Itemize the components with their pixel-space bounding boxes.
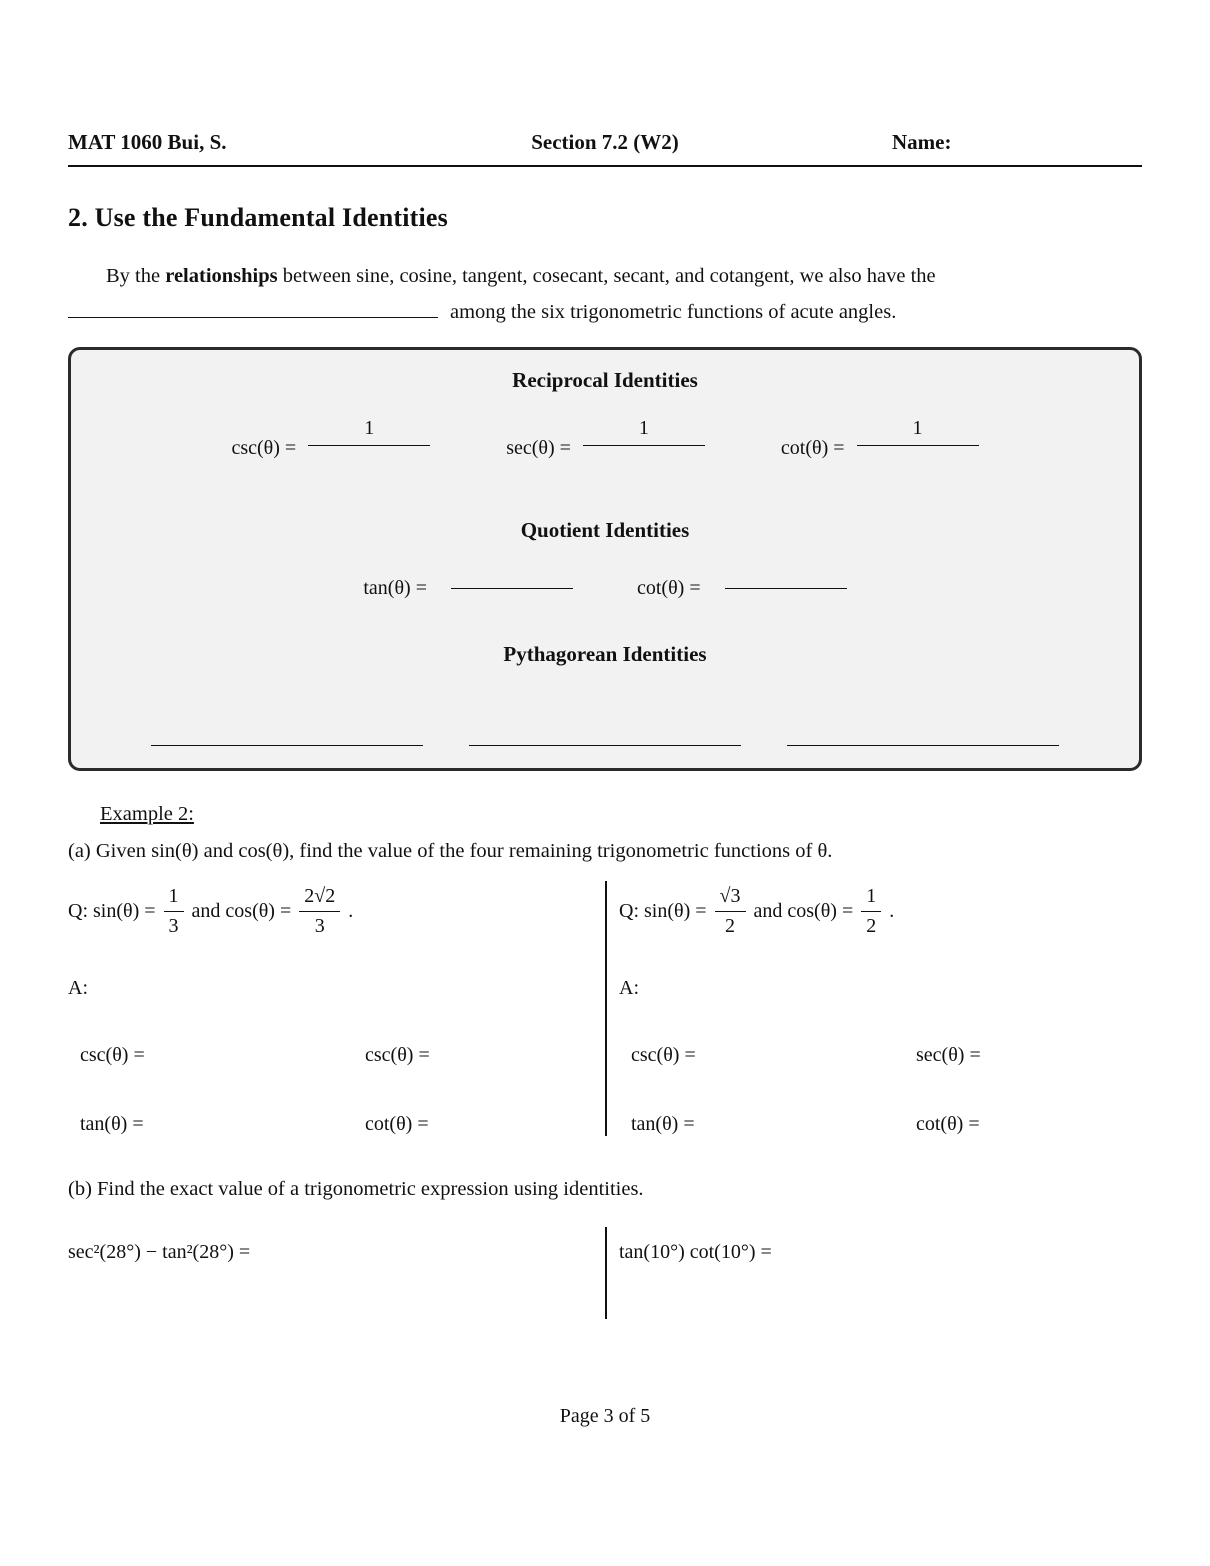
reciprocal-identity-sec — [506, 417, 705, 480]
fill-in-blank — [68, 296, 438, 318]
fraction-numerator: 1 — [164, 884, 184, 912]
answer-cell: csc(θ) = — [631, 1043, 696, 1066]
intro-line2-text: among the six trigonometric functions of acute angles. — [450, 300, 897, 323]
fraction-denominator: 2 — [866, 915, 877, 938]
reciprocal-fraction — [857, 417, 979, 480]
quotient-identities-title: Quotient Identities — [520, 517, 690, 542]
fraction-numerator: 1 — [857, 417, 979, 446]
intro-text-post: between sine, cosine, tangent, cosecant, secant, and cotangent, we also have the — [277, 265, 936, 287]
reciprocal-identities-title: Reciprocal Identities — [512, 367, 698, 392]
example-b-left — [68, 1227, 605, 1319]
answer-cell: csc(θ) = — [365, 1043, 430, 1066]
intro-paragraph — [68, 259, 1142, 331]
answer-label: A: — [68, 976, 88, 999]
identity-lhs: cot(θ) = — [780, 436, 845, 459]
answer-cell: tan(θ) = — [80, 1112, 144, 1135]
intro-text-bold: relationships — [165, 265, 278, 287]
page-header — [68, 130, 1142, 167]
answer-cell: cot(θ) = — [916, 1112, 980, 1135]
fraction-denominator-blank — [308, 446, 430, 480]
fraction-denominator-blank — [583, 446, 705, 480]
fraction-numerator: 2√2 — [299, 884, 340, 912]
fraction-denominator: 2 — [725, 915, 736, 938]
identity-lhs: csc(θ) = — [231, 436, 297, 459]
name-label: Name: — [892, 130, 952, 154]
expression-left: sec²(28°) − tan²(28°) = — [68, 1240, 251, 1263]
example-b-columns — [68, 1227, 1142, 1319]
question-text-end: . — [348, 900, 354, 923]
identities-box — [68, 347, 1142, 771]
fraction-denominator: 3 — [168, 915, 179, 938]
fraction — [299, 884, 340, 939]
intro-text-pre: By the — [106, 265, 166, 287]
reciprocal-identities-row — [111, 417, 1099, 480]
question-text-pre: Q: sin(θ) = — [68, 900, 156, 923]
pythagorean-blanks-row — [111, 725, 1099, 746]
answer-cell: sec(θ) = — [916, 1043, 981, 1066]
pythagorean-identities-title: Pythagorean Identities — [503, 641, 707, 666]
page-number: Page 3 of 5 — [559, 1405, 651, 1427]
answer-label: A: — [619, 976, 639, 999]
section-title: 2. Use the Fundamental Identities — [68, 203, 448, 232]
identity-lhs: cot(θ) = — [637, 576, 701, 599]
example-column-right — [605, 881, 1142, 1136]
fill-in-blank — [469, 725, 741, 746]
fraction-numerator: 1 — [308, 417, 430, 446]
expression-right: tan(10°) cot(10°) = — [619, 1240, 772, 1263]
reciprocal-identity-cot — [781, 417, 979, 480]
answer-blank-line — [451, 588, 573, 589]
reciprocal-identity-csc — [231, 417, 430, 480]
reciprocal-fraction — [308, 417, 430, 480]
question-text-mid: and cos(θ) = — [753, 900, 854, 923]
question-line — [68, 881, 597, 943]
answer-blank-line — [725, 588, 847, 589]
fraction-numerator: 1 — [861, 884, 881, 912]
question-text-mid: and cos(θ) = — [191, 900, 292, 923]
answer-cell: tan(θ) = — [631, 1112, 695, 1135]
example-b-right — [605, 1227, 1142, 1319]
answer-grid-right — [619, 1044, 1142, 1136]
answer-grid-left — [68, 1044, 597, 1136]
answer-cell: csc(θ) = — [80, 1043, 145, 1066]
quotient-identity-tan — [363, 577, 573, 600]
part-b-instruction: (b) Find the exact value of a trigonometric expression using identities. — [68, 1177, 644, 1200]
question-text-pre: Q: sin(θ) = — [619, 900, 707, 923]
fraction — [715, 884, 746, 939]
fill-in-blank — [151, 725, 423, 746]
intro-line-2 — [68, 295, 1142, 331]
fraction — [164, 884, 184, 939]
question-line — [619, 881, 1142, 943]
example-label: Example 2: — [100, 802, 194, 825]
part-a-instruction: (a) Given sin(θ) and cos(θ), find the value of the four remaining trigonometric functions of θ. — [68, 839, 833, 862]
identity-lhs: tan(θ) = — [363, 576, 427, 599]
example-column-left — [68, 881, 605, 1136]
fill-in-blank — [787, 725, 1059, 746]
fraction-numerator: √3 — [715, 884, 746, 912]
question-text-end: . — [889, 900, 895, 923]
fraction-denominator: 3 — [314, 915, 325, 938]
example-a-columns — [68, 881, 1142, 1136]
quotient-identity-cot — [637, 577, 847, 600]
identity-lhs: sec(θ) = — [506, 436, 571, 459]
fraction — [861, 884, 881, 939]
section-label: Section 7.2 (W2) — [531, 130, 679, 154]
intro-line-1 — [68, 259, 1142, 295]
reciprocal-fraction — [583, 417, 705, 480]
fraction-denominator-blank — [857, 446, 979, 480]
answer-cell: cot(θ) = — [365, 1112, 429, 1135]
quotient-identities-row — [111, 577, 1099, 600]
fraction-numerator: 1 — [583, 417, 705, 446]
course-label: MAT 1060 Bui, S. — [68, 130, 227, 154]
